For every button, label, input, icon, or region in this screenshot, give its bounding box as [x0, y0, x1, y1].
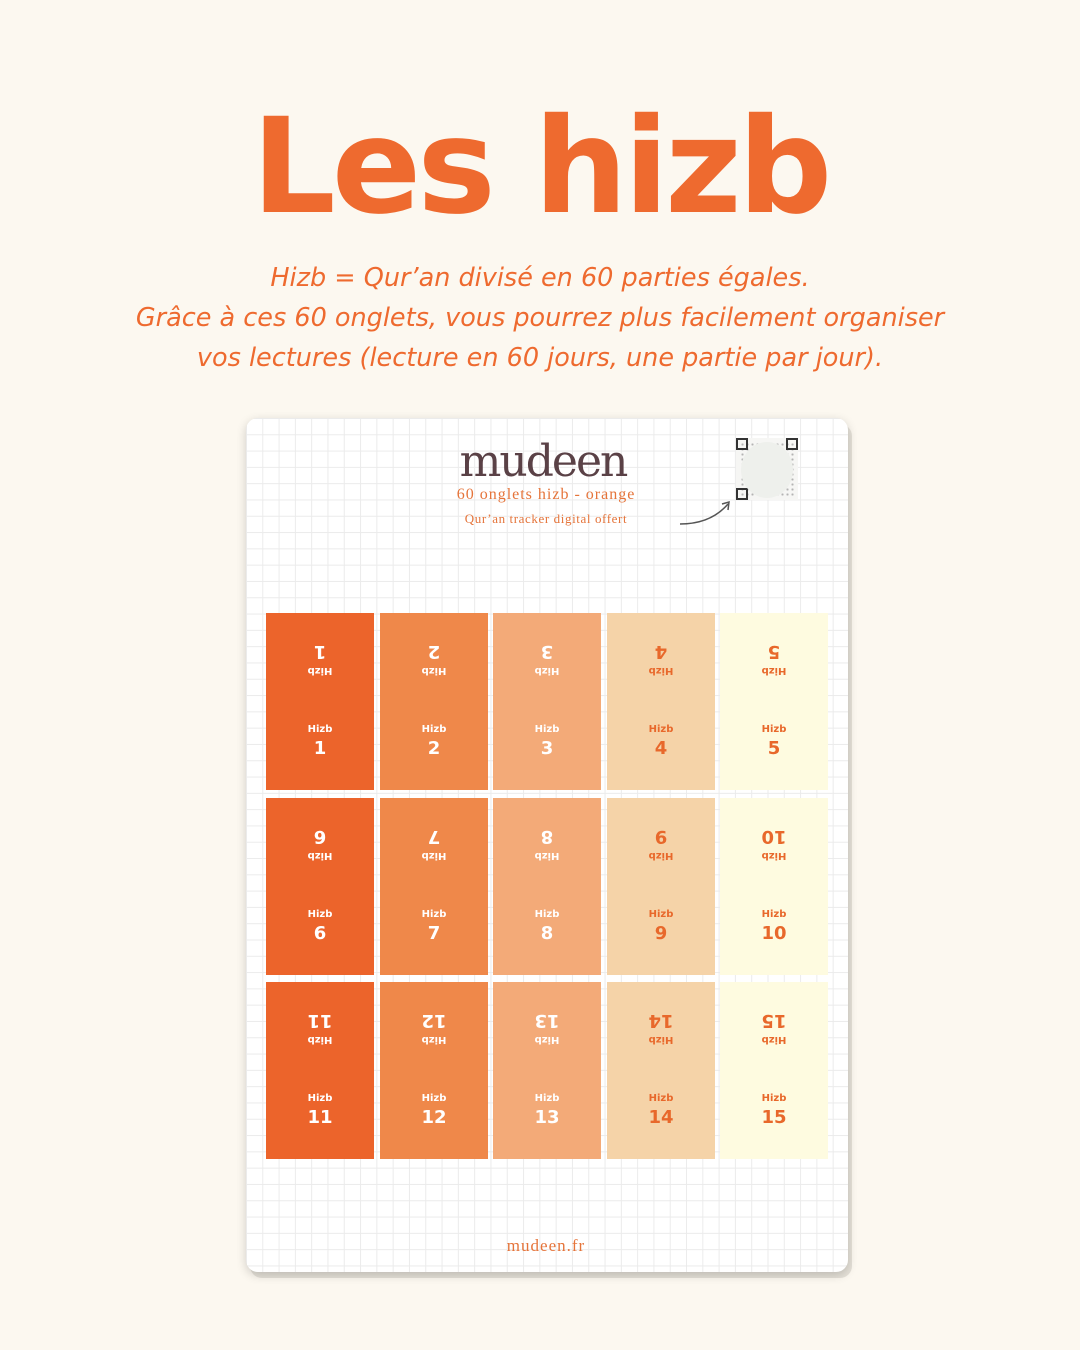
hizb-tab [607, 798, 715, 975]
hizb-tab [493, 613, 601, 790]
tab-label: Hizb [307, 909, 333, 920]
tab-number: 13 [534, 1107, 560, 1128]
tab-label: Hizb [648, 850, 674, 861]
tab-front-label [266, 723, 374, 761]
tab-label: Hizb [421, 665, 447, 676]
tab-mirrored-label [380, 1008, 488, 1046]
tab-mirrored-label [720, 639, 828, 677]
tab-number: 15 [761, 1107, 787, 1128]
qr-code-icon [736, 438, 798, 500]
tab-number: 6 [313, 826, 327, 847]
arrow-icon [678, 498, 738, 528]
tab-number: 15 [761, 1010, 787, 1031]
tab-label: Hizb [421, 909, 447, 920]
tab-number: 10 [761, 826, 787, 847]
tab-number: 2 [427, 738, 441, 759]
tab-number: 1 [313, 738, 327, 759]
brand-logo: mudeen [459, 436, 627, 487]
hizb-tab [380, 613, 488, 790]
tab-number: 7 [427, 826, 441, 847]
tab-front-label [380, 908, 488, 946]
tab-label: Hizb [307, 665, 333, 676]
hizb-tab [493, 982, 601, 1159]
tab-number: 9 [654, 923, 668, 944]
tab-front-label [380, 1092, 488, 1130]
tab-number: 7 [427, 923, 441, 944]
tab-mirrored-label [380, 639, 488, 677]
hizb-tab [266, 982, 374, 1159]
tab-front-label [266, 908, 374, 946]
tab-label: Hizb [534, 724, 560, 735]
page-title: Les hizb [251, 90, 829, 244]
tab-number: 10 [761, 923, 787, 944]
tab-label: Hizb [307, 1034, 333, 1045]
hizb-tab [266, 613, 374, 790]
tab-front-label [493, 723, 601, 761]
tab-mirrored-label [720, 1008, 828, 1046]
hizb-tab [720, 613, 828, 790]
product-name: 60 onglets hizb - orange [456, 486, 636, 503]
tab-front-label [720, 723, 828, 761]
hizb-tab [607, 613, 715, 790]
tab-mirrored-label [266, 1008, 374, 1046]
tab-label: Hizb [534, 850, 560, 861]
website-url: mudeen.fr [506, 1236, 586, 1255]
tab-label: Hizb [307, 1093, 333, 1104]
description-line: Hizb = Qur’an divisé en 60 parties égales. [270, 263, 810, 293]
tab-label: Hizb [421, 850, 447, 861]
tab-front-label [720, 908, 828, 946]
tab-mirrored-label [607, 824, 715, 862]
tab-number: 13 [534, 1010, 560, 1031]
product-sheet [246, 418, 848, 1272]
tab-label: Hizb [534, 665, 560, 676]
tab-label: Hizb [761, 724, 787, 735]
tab-number: 8 [540, 923, 554, 944]
tab-front-label [493, 908, 601, 946]
tab-number: 12 [421, 1107, 447, 1128]
tab-number: 3 [540, 738, 554, 759]
tab-label: Hizb [648, 1093, 674, 1104]
tab-label: Hizb [761, 909, 787, 920]
tab-label: Hizb [534, 1034, 560, 1045]
tab-front-label [607, 723, 715, 761]
tab-number: 11 [307, 1107, 333, 1128]
tab-mirrored-label [380, 824, 488, 862]
tab-number: 3 [540, 641, 554, 662]
tab-number: 14 [648, 1107, 674, 1128]
tab-mirrored-label [266, 824, 374, 862]
tab-number: 4 [654, 641, 668, 662]
tab-mirrored-label [493, 1008, 601, 1046]
tab-front-label [720, 1092, 828, 1130]
tab-number: 4 [654, 738, 668, 759]
tab-number: 9 [654, 826, 668, 847]
tab-mirrored-label [493, 639, 601, 677]
tab-label: Hizb [421, 1093, 447, 1104]
hizb-tab [720, 798, 828, 975]
tab-label: Hizb [648, 909, 674, 920]
tab-number: 5 [767, 641, 781, 662]
tab-label: Hizb [648, 724, 674, 735]
tab-number: 1 [313, 641, 327, 662]
tab-mirrored-label [607, 639, 715, 677]
hizb-tab [266, 798, 374, 975]
tab-front-label [493, 1092, 601, 1130]
tab-label: Hizb [761, 1034, 787, 1045]
description-line: Grâce à ces 60 onglets, vous pourrez plus facilement organiser [135, 303, 945, 333]
tab-label: Hizb [534, 909, 560, 920]
tab-label: Hizb [761, 1093, 787, 1104]
description [60, 258, 1020, 378]
hizb-tab [380, 982, 488, 1159]
hizb-tab [720, 982, 828, 1159]
tab-number: 14 [648, 1010, 674, 1031]
tab-mirrored-label [493, 824, 601, 862]
tab-label: Hizb [421, 1034, 447, 1045]
tab-number: 2 [427, 641, 441, 662]
tab-label: Hizb [761, 665, 787, 676]
hizb-tab [380, 798, 488, 975]
tab-front-label [380, 723, 488, 761]
hizb-tab [607, 982, 715, 1159]
tab-label: Hizb [648, 1034, 674, 1045]
tab-number: 5 [767, 738, 781, 759]
tab-number: 11 [307, 1010, 333, 1031]
description-line: vos lectures (lecture en 60 jours, une partie par jour). [196, 343, 884, 373]
tab-mirrored-label [607, 1008, 715, 1046]
tab-number: 12 [421, 1010, 447, 1031]
tab-label: Hizb [761, 850, 787, 861]
tab-label: Hizb [421, 724, 447, 735]
tracker-note: Qur’an tracker digital offert [464, 511, 628, 526]
tab-label: Hizb [307, 850, 333, 861]
tab-label: Hizb [648, 665, 674, 676]
hizb-tab [493, 798, 601, 975]
tab-number: 6 [313, 923, 327, 944]
tab-label: Hizb [534, 1093, 560, 1104]
tab-mirrored-label [720, 824, 828, 862]
tab-front-label [607, 1092, 715, 1130]
tab-front-label [607, 908, 715, 946]
tab-number: 8 [540, 826, 554, 847]
tab-label: Hizb [307, 724, 333, 735]
tab-front-label [266, 1092, 374, 1130]
tab-mirrored-label [266, 639, 374, 677]
